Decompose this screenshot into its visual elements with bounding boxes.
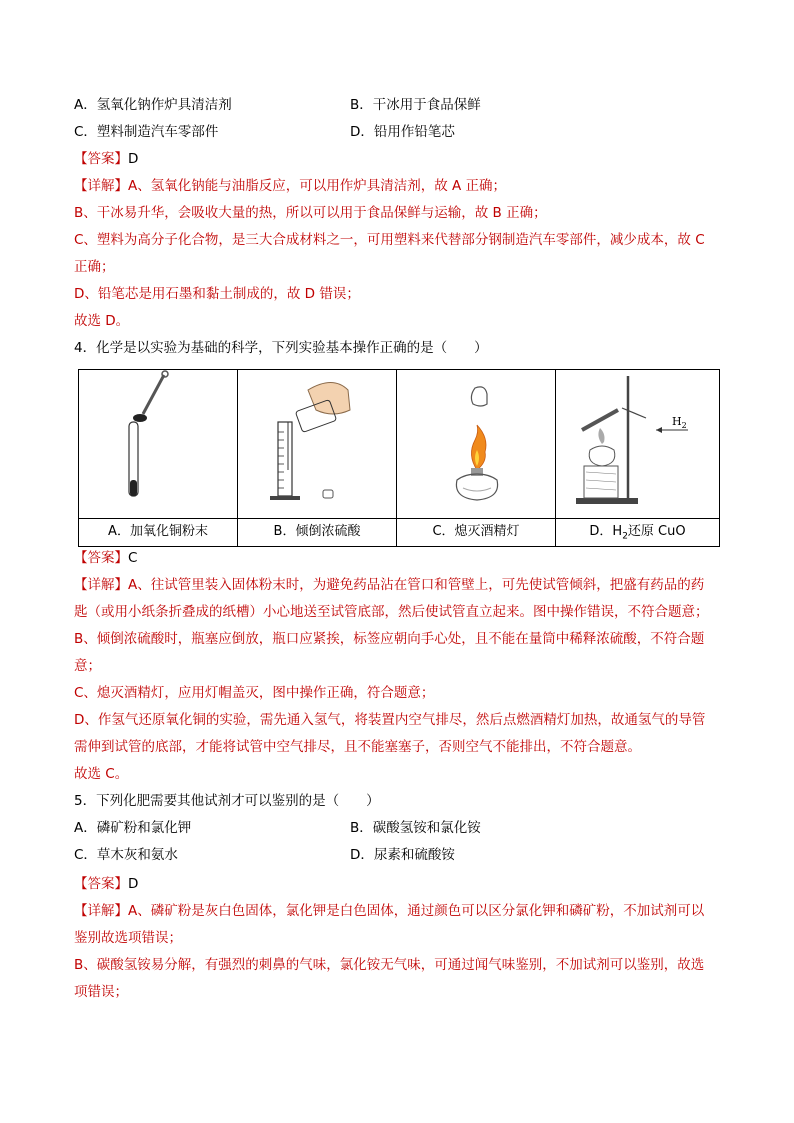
test-tube-spoon-icon: [79, 370, 237, 520]
q5-detail-line-4: 项错误；: [74, 984, 128, 1000]
figure-extinguish-lamp: [397, 370, 555, 519]
detail-label: 【详解】: [74, 577, 128, 593]
q3-detail-line-1: [74, 176, 734, 196]
q3-option-c: C．塑料制造汽车零部件: [74, 124, 219, 140]
figure-caption-c: C．熄灭酒精灯: [397, 518, 555, 546]
figure-cell-b: [238, 370, 397, 546]
alcohol-lamp-icon: [397, 370, 555, 520]
figure-cell-c: [397, 370, 556, 546]
q4-detail-line-5: C、熄灭酒精灯，应用灯帽盖灭，图中操作正确，符合题意；: [74, 685, 435, 701]
figure-cell-a: [79, 370, 238, 546]
figure-caption-d: D．$H_2$还原 CuO: [556, 518, 719, 546]
q3-detail-line-6: 故选 D。: [74, 313, 130, 329]
q3-detail-line-2: B、干冰易升华，会吸收大量的热，所以可以用于食品保鲜与运输，故 B 正确；: [74, 205, 547, 221]
q5-answer: [74, 874, 734, 894]
q5-option-d: D．尿素和硫酸铵: [350, 847, 455, 863]
q4-detail-line-1: [74, 575, 734, 595]
q5-option-a: A．磷矿粉和氯化钾: [74, 820, 192, 836]
q5-stem: 5．下列化肥需要其他试剂才可以鉴别的是（ ）: [74, 793, 380, 809]
q4-detail-line-4: 意；: [74, 658, 101, 674]
detail-text: A、磷矿粉是灰白色固体，氯化钾是白色固体，通过颜色可以区分氯化钾和磷矿粉，不加试剂可以: [128, 903, 705, 919]
detail-label: 【详解】: [74, 903, 128, 919]
answer-value: D: [128, 876, 139, 892]
q3-option-b: B．干冰用于食品保鲜: [350, 97, 481, 113]
q3-answer: [74, 149, 734, 169]
q3-detail-line-5: D、铅笔芯是用石墨和黏土制成的，故 D 错误；: [74, 286, 360, 302]
answer-label: 【答案】: [74, 151, 128, 167]
q5-detail-line-3: B、碳酸氢铵易分解，有强烈的刺鼻的气味，氯化铵无气味，可通过闻气味鉴别，不加试剂可以鉴别，故选: [74, 957, 705, 973]
q4-detail-line-6: D、作氢气还原氧化铜的实验，需先通入氢气，将装置内空气排尽，然后点燃酒精灯加热，故通氢气的导管: [74, 712, 706, 728]
detail-text: A、氢氧化钠能与油脂反应，可以用作炉具清洁剂，故 A 正确；: [128, 178, 507, 194]
detail-text: A、往试管里装入固体粉末时，为避免药品沾在管口和管壁上，可先使试管倾斜，把盛有药品的药: [128, 577, 705, 593]
q3-option-a: A．氢氧化钠作炉具清洁剂: [74, 97, 232, 113]
q5-detail-line-2: 鉴别故选项错误；: [74, 930, 182, 946]
detail-label: 【详解】: [74, 178, 128, 194]
q4-detail-line-2: 匙（或用小纸条折叠成的纸槽）小心地送至试管底部，然后使试管直立起来。图中操作错误，不符合题意；: [74, 604, 709, 620]
q4-figure-table: [78, 369, 720, 547]
q4-answer: [74, 548, 734, 568]
answer-value: C: [128, 550, 138, 566]
q4-stem: 4．化学是以实验为基础的科学，下列实验基本操作正确的是（ ）: [74, 340, 488, 356]
figure-hydrogen-reduction: [556, 370, 719, 519]
figure-add-powder: [79, 370, 237, 519]
q5-option-c: C．草木灰和氨水: [74, 847, 178, 863]
figure-caption-a: A．加氧化铜粉末: [79, 518, 237, 546]
figure-cell-d: [556, 370, 719, 546]
q4-detail-line-8: 故选 C。: [74, 766, 129, 782]
q5-option-b: B．碳酸氢铵和氯化铵: [350, 820, 481, 836]
q4-detail-line-7: 需伸到试管的底部，才能将试管中空气排尽，且不能塞塞子，否则空气不能排出，不符合题意。: [74, 739, 641, 755]
q3-option-d: D．铅用作铅笔芯: [350, 124, 455, 140]
q5-detail-line-1: [74, 901, 734, 921]
graduated-cylinder-icon: [238, 370, 396, 520]
figure-pour-acid: [238, 370, 396, 519]
answer-value: D: [128, 151, 139, 167]
iron-stand-apparatus-icon: [556, 370, 718, 520]
answer-label: 【答案】: [74, 550, 128, 566]
h2-label: $H_2$: [672, 415, 687, 430]
q3-detail-line-4: 正确；: [74, 259, 115, 275]
q4-detail-line-3: B、倾倒浓硫酸时，瓶塞应倒放，瓶口应紧挨，标签应朝向手心处，且不能在量筒中稀释浓硫酸，不符合题: [74, 631, 705, 647]
figure-caption-b: B．倾倒浓硫酸: [238, 518, 396, 546]
q3-detail-line-3: C、塑料为高分子化合物，是三大合成材料之一，可用塑料来代替部分钢制造汽车零部件，减少成本，故 C: [74, 232, 705, 248]
answer-label: 【答案】: [74, 876, 128, 892]
